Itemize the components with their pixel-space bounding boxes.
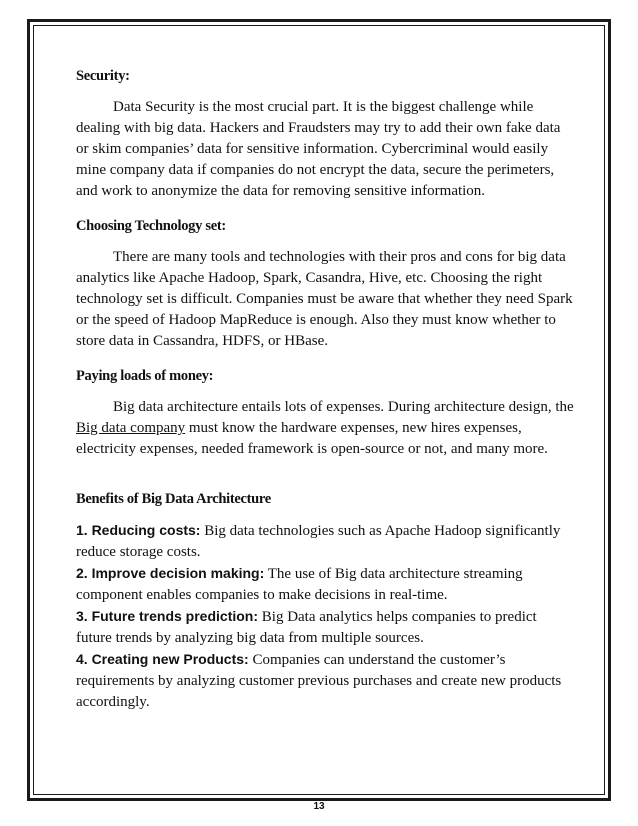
security-paragraph: Data Security is the most crucial part. It is the biggest challenge while dealing with big data. Hackers and Fraudsters may try to add their own fake data or skim companies’ data for sensitive information. Cybercriminal would easily mine company data if companies do not encrypt the data, secure the perimeters, and work to anonymize the data for removing sensitive information. — [76, 99, 561, 199]
benefits-heading: Benefits of Big Data Architecture — [76, 491, 271, 507]
benefit-item — [76, 563, 576, 606]
technology-paragraph: There are many tools and technologies with their pros and cons for big data analytics like Apache Hadoop, Spark, Casandra, Hive, etc. Choosing the right technology set is difficult. Companies must be aware that whether they need Spark or the speed of Hadoop MapReduce is enough. Also they must know whether to store data in Cassandra, HDFS, or HBase. — [76, 249, 573, 349]
money-heading: Paying loads of money: — [76, 368, 214, 384]
money-text-before: Big data architecture entails lots of expenses. During architecture design, the — [113, 399, 574, 415]
money-paragraph — [76, 397, 576, 460]
benefit-text: Companies can understand the customer’s requirements by analyzing customer previous purchases and create new products accordingly. — [76, 652, 562, 710]
big-data-company-link[interactable]: Big data company — [76, 420, 186, 436]
benefit-item — [76, 606, 576, 649]
benefit-label: 2. Improve decision making: — [76, 565, 265, 581]
security-heading: Security: — [76, 68, 130, 84]
money-text-after: must know the hardware expenses, new hires expenses, electricity expenses, needed framework is open-source or not, and many more. — [76, 420, 548, 457]
document-body — [76, 66, 576, 713]
benefit-label: 3. Future trends prediction: — [76, 608, 259, 624]
benefit-item — [76, 649, 576, 713]
benefit-text: Big data technologies such as Apache Hadoop significantly reduce storage costs. — [76, 523, 561, 560]
benefit-text: Big Data analytics helps companies to predict future trends by analyzing big data from multiple sources. — [76, 609, 537, 646]
technology-heading: Choosing Technology set: — [76, 218, 226, 234]
benefit-item — [76, 520, 576, 563]
benefit-label: 4. Creating new Products: — [76, 651, 249, 667]
benefit-label: 1. Reducing costs: — [76, 522, 201, 538]
benefit-text: The use of Big data architecture streaming component enables companies to make decisions in real-time. — [76, 566, 523, 603]
benefits-list — [76, 520, 576, 713]
page-number: 13 — [313, 801, 325, 812]
